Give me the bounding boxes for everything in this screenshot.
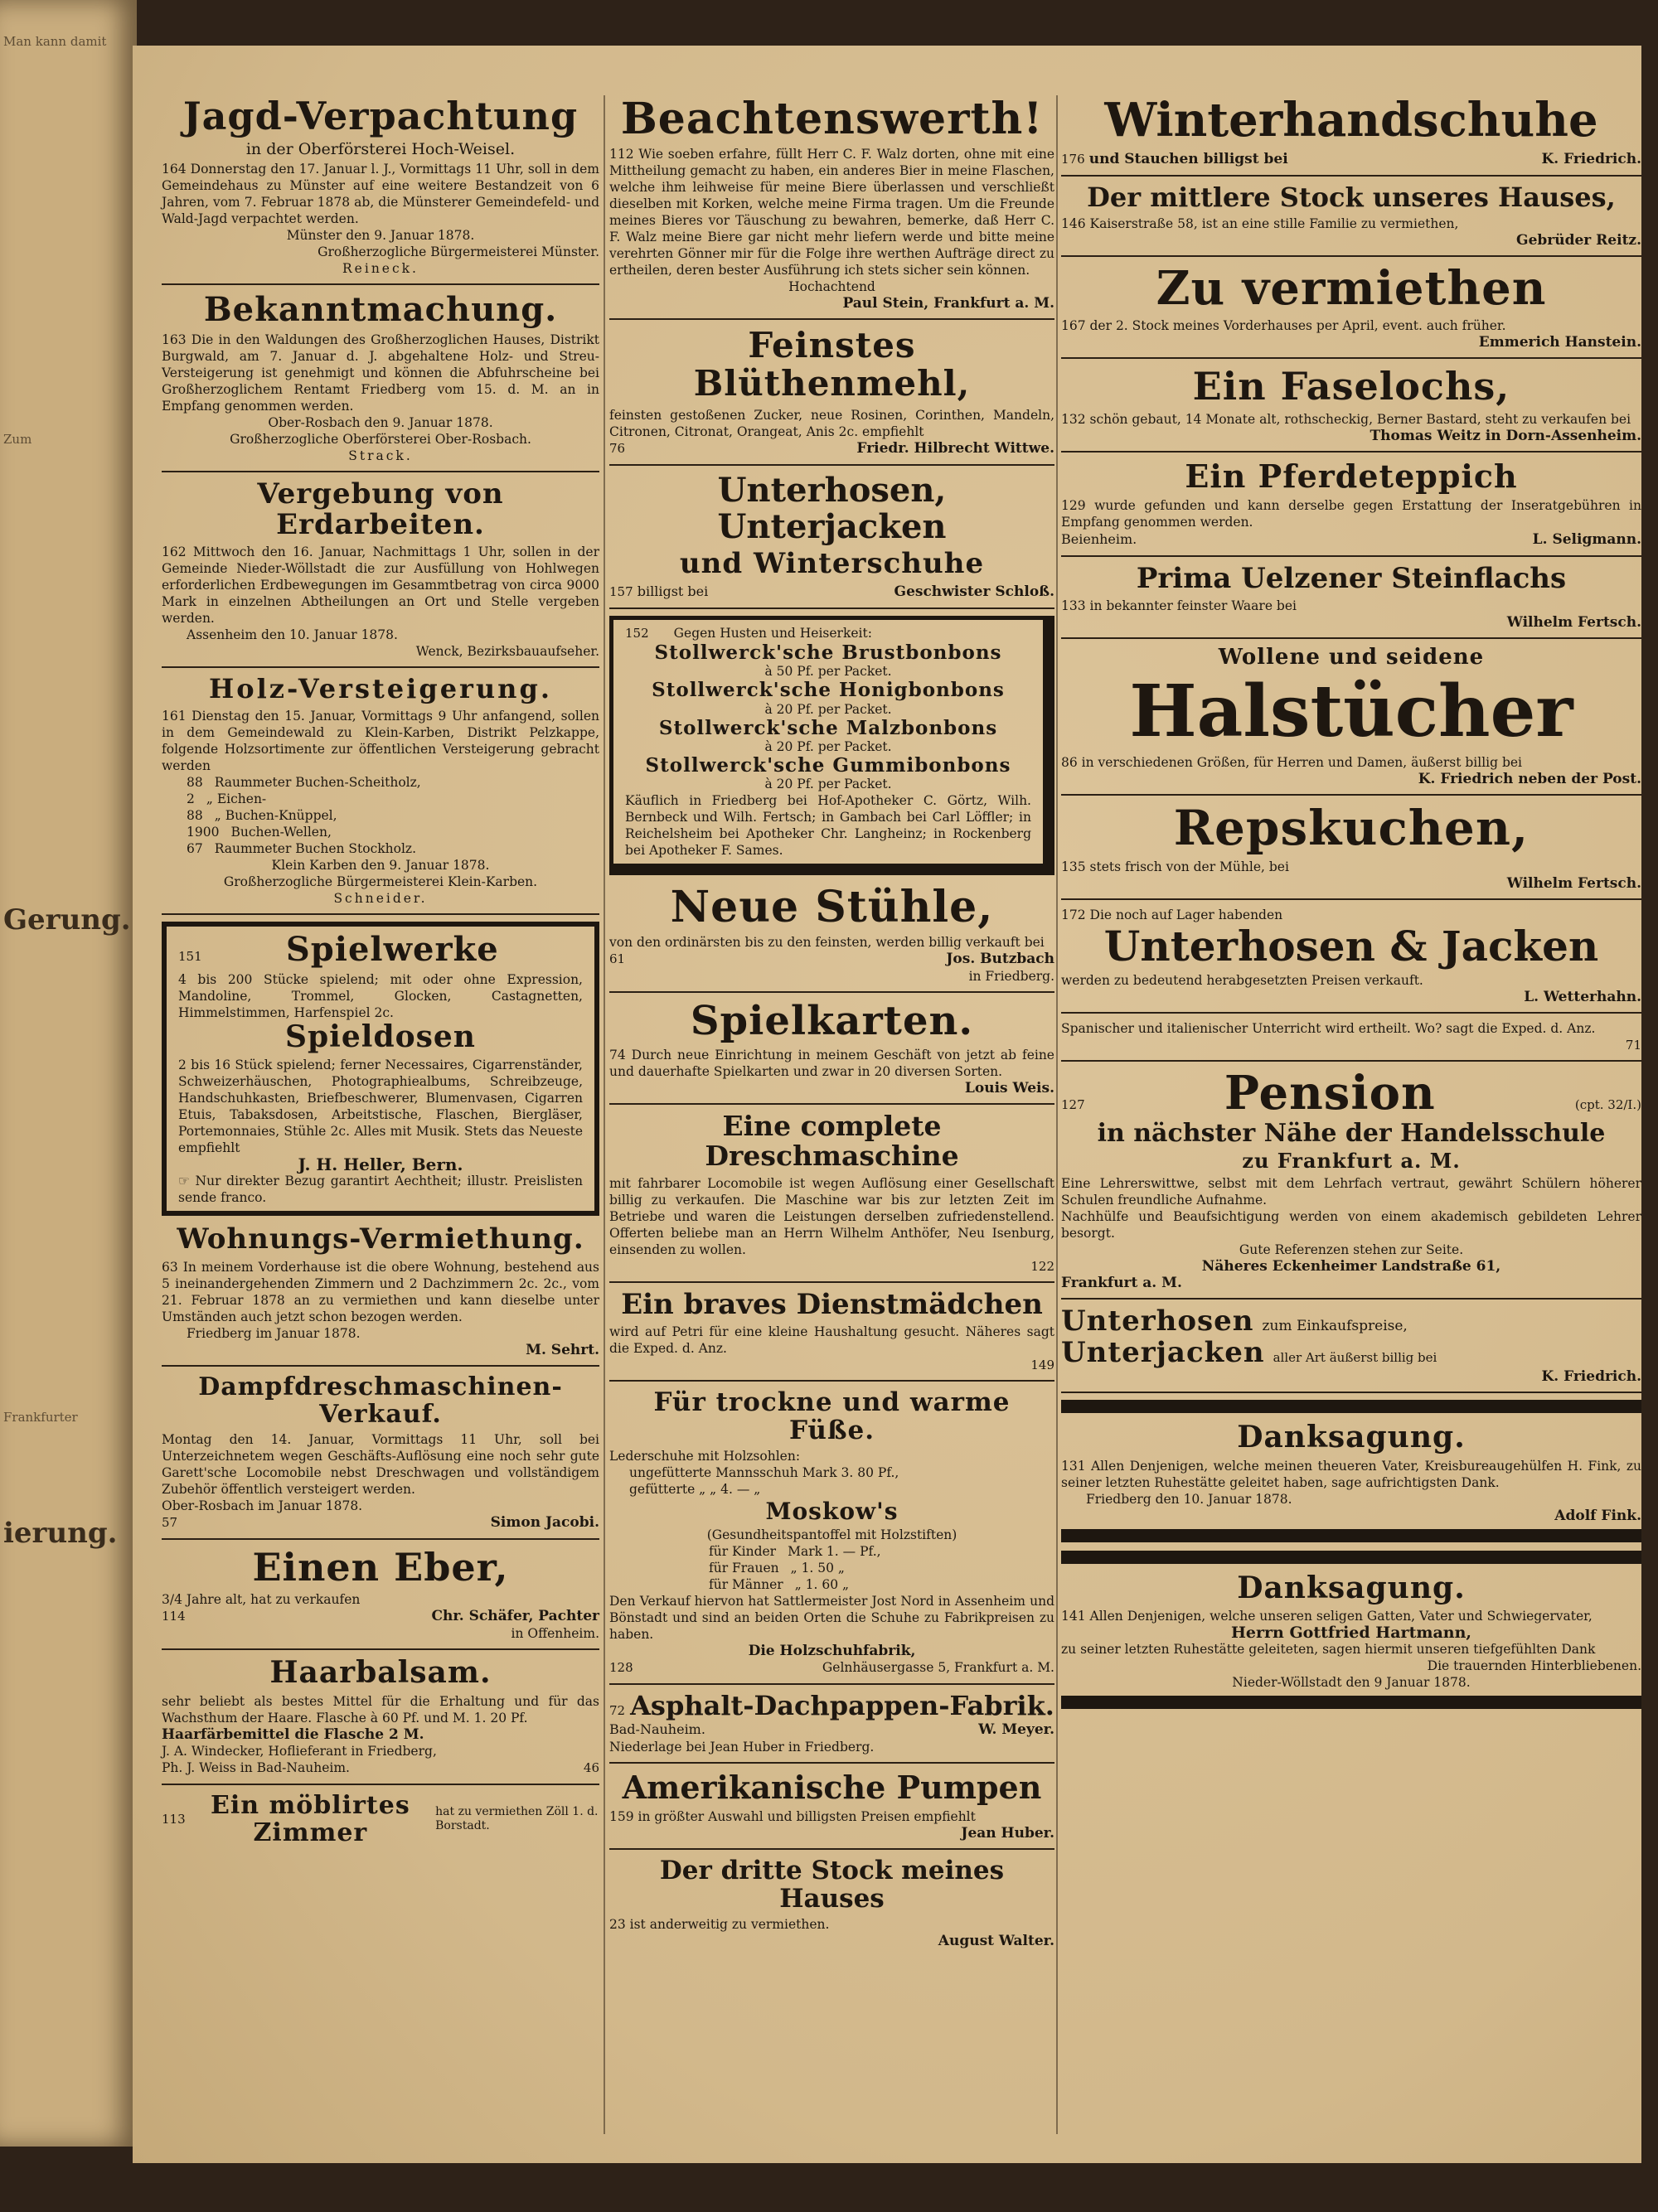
ad-title: Pension [1224, 1066, 1436, 1121]
ad-number: 57 [162, 1514, 178, 1530]
ad-text: feinsten gestoßenen Zucker, neue Rosinen, Corinthen, Mandeln, Citronen, Citronat, Orangeat, Anis 2c. empfiehlt [609, 407, 1054, 439]
ad-title: Für trockne und warme Füße. [653, 1387, 1011, 1446]
ad-wohnung [162, 1224, 599, 1366]
ad-text: Spanischer und italienischer Unterricht wird ertheilt. Wo? sagt die Exped. d. Anz. [1061, 1021, 1596, 1037]
ad-greeting: Hochachtend [788, 279, 875, 295]
ad-title: Danksagung. [1237, 1419, 1466, 1454]
ad-text: 133 in bekannter feinster Waare bei [1061, 598, 1297, 614]
price-row [609, 1560, 1054, 1576]
product-name: Stollwerck'sche Malzbonbons [658, 716, 998, 739]
ad-subtitle-2: zu Frankfurt a. M. [1242, 1148, 1461, 1173]
price-row [609, 1543, 1054, 1560]
ad-title: Der dritte Stock meines Hauses [659, 1856, 1005, 1914]
ad-line: gefütterte „ „ 4. — „ [629, 1482, 761, 1498]
ad-title: Neue Stühle, [670, 882, 994, 933]
prev-page-fragment: ierung. [3, 1517, 118, 1550]
ad-signature: Louis Weis. [964, 1080, 1054, 1097]
ad-zimmer [162, 1792, 599, 1853]
prev-page-fragment: Frankfurter [3, 1410, 78, 1425]
ad-bluethenmehl [609, 327, 1054, 465]
ad-number: 157 [609, 583, 633, 599]
ad-asphalt [609, 1692, 1054, 1764]
price-row [609, 1576, 1054, 1593]
ad-stollwerck [609, 616, 1054, 875]
ad-dienstmaedchen [609, 1287, 1054, 1382]
ad-text: 129 wurde gefunden und kann derselbe gegen Erstattung der Inseratgebühren in Empfang genommen werden. [1061, 497, 1641, 530]
ad-footer [609, 583, 1054, 601]
ad-footer [162, 1759, 599, 1777]
ad-title: Prima Uelzener Steinflachs [1136, 561, 1567, 595]
ad-text: 161 Dienstag den 15. Januar, Vormittags 9 Uhr anfangend, sollen in dem Gemeindewald zu Klein-Karben, Distrikt Pelzkappe, folgende Holzsortimente zur öffentlichen Versteigerung gebracht werden [162, 708, 599, 773]
ad-repskuchen [1061, 802, 1641, 900]
ad-office: Großherzogliche Bürgermeisterei Klein-Karben. [223, 874, 538, 889]
ad-row [1061, 1335, 1641, 1369]
ad-address: Frankfurt a. M. [1061, 1275, 1182, 1292]
ad-danksagung-fink [1061, 1421, 1641, 1524]
ad-title: Ein braves Dienstmädchen [621, 1287, 1043, 1321]
product-price: à 20 Pf. per Packet. [764, 701, 892, 717]
ad-title: Spielwerke [285, 929, 499, 969]
ad-date: Klein Karben den 9. Januar 1878. [271, 857, 490, 873]
column-rule [1056, 95, 1058, 2134]
newspaper-page [133, 46, 1641, 2163]
ad-signature: Emmerich Hanstein. [1478, 334, 1641, 351]
ad-einkaufspreise [1061, 1306, 1641, 1393]
ad-number: 122 [1030, 1258, 1054, 1274]
ad-text: aller Art äußerst billig bei [1273, 1349, 1437, 1365]
ad-halstuecher [1061, 646, 1641, 796]
item-desc: „ Eichen- [206, 791, 267, 806]
ad-line: (Gesundheitspantoffel mit Holzstiften) [706, 1527, 957, 1543]
ad-footer [1061, 150, 1641, 168]
list-item [162, 840, 599, 857]
ad-text: Nachhülfe und Beaufsichtigung werden von einem akademisch gebildeten Lehrer besorgt. [1061, 1209, 1641, 1242]
ad-title: Dampfdreschmaschinen-Verkauf. [198, 1372, 563, 1429]
ad-dreschmaschine [609, 1111, 1054, 1283]
ad-title-2: Unterjacken [1061, 1335, 1265, 1369]
ad-dritter-stock [609, 1856, 1054, 1956]
ad-text: Niederlage bei Jean Huber in Friedberg. [609, 1740, 875, 1755]
ad-text: hat zu vermiethen Zöll 1. d. Borstadt. [435, 1804, 599, 1832]
ad-title: Winterhandschuhe [1104, 93, 1598, 148]
ad-text: 86 in verschiedenen Größen, für Herren und Damen, äußerst billig bei [1061, 755, 1523, 771]
ad-text: 74 Durch neue Einrichtung in meinem Geschäft von jetzt ab feine und dauerhafte Spielkarten und zwar in 20 diversen Sorten. [609, 1048, 1054, 1080]
ad-title: Unterhosen, Unterjacken [717, 470, 947, 546]
item-qty: 67 [187, 840, 203, 856]
item-desc: Buchen-Wellen, [230, 824, 332, 840]
ad-unterhosen-jacken [1061, 907, 1641, 1014]
ad-number: 72 [609, 1703, 626, 1719]
ad-pretitle: Wollene und seidene [1218, 645, 1485, 670]
ad-footer [1061, 530, 1641, 549]
ad-row [1061, 1306, 1641, 1337]
ad-pension [1061, 1068, 1641, 1300]
ad-number: 71 [1625, 1038, 1641, 1053]
mourning-bar [1061, 1696, 1641, 1709]
ad-signature: Chr. Schäfer, Pachter [431, 1608, 599, 1625]
ad-title: Beachtenswerth! [620, 94, 1044, 144]
ad-title: Unterhosen [1061, 1304, 1254, 1338]
ad-intro: Gegen Husten und Heiserkeit: [673, 625, 872, 641]
ad-stuehle [609, 883, 1054, 993]
ad-bekanntmachung [162, 289, 599, 472]
ad-number: 76 [609, 440, 626, 456]
ad-unterricht [1061, 1020, 1641, 1062]
ad-place: in Friedberg. [968, 969, 1054, 985]
ad-date: Nieder-Wöllstadt den 9 Januar 1878. [1232, 1675, 1471, 1691]
ad-title: Haarbalsam. [269, 1655, 492, 1691]
ad-title: Zu vermiethen [1156, 260, 1547, 316]
ad-place: Bad-Nauheim. [609, 1721, 705, 1738]
ad-text: Käuflich in Friedberg bei Hof-Apotheker C. Görtz, Wilh. Bernbeck und Wilh. Fertsch; in Gambach bei Carl Löffler; in Reichelsheim bei Apotheker Chr. Langheinz; in Rockenberg bei Apotheker F. Sames. [625, 793, 1031, 859]
ad-title: Unterhosen & Jacken [1103, 922, 1599, 971]
ad-footer [162, 1514, 599, 1532]
ad-text: 132 schön gebaut, 14 Monate alt, rothscheckig, Berner Bastard, steht zu verkaufen bei [1061, 411, 1631, 427]
ad-code: (cpt. 32/I.) [1574, 1097, 1641, 1113]
ad-signature: Wilhelm Fertsch. [1506, 875, 1641, 893]
ad-text: 23 ist anderweitig zu vermiethen. [609, 1917, 830, 1933]
ad-pretitle: 172 Die noch auf Lager habenden [1061, 908, 1283, 923]
ad-haarbalsam [162, 1657, 599, 1785]
item-desc: Raummeter Buchen Stockholz. [214, 840, 417, 856]
ad-text: wird auf Petri für eine kleine Haushaltung gesucht. Näheres sagt die Exped. d. Anz. [609, 1324, 1054, 1357]
ad-danksagung-hartmann [1061, 1572, 1641, 1692]
mourning-bar [1061, 1551, 1641, 1564]
brand-name: Moskow's [765, 1498, 899, 1526]
ad-header [609, 1692, 1054, 1721]
ad-steinflachs [1061, 561, 1641, 639]
ad-signature: W. Meyer. [978, 1721, 1054, 1739]
ad-text: billigst bei [637, 583, 709, 599]
ad-text: Eine Lehrerswittwe, selbst mit dem Lehrfach vertraut, gewährt Schülern höherer Schulen freundliche Aufnahme. [1061, 1176, 1641, 1208]
product-name: Stollwerck'sche Gummibonbons [645, 753, 1011, 777]
ad-footer [609, 951, 1054, 968]
ad-note: ☞ Nur direkter Bezug garantirt Aechtheit; illustr. Preislisten sende franco. [178, 1174, 583, 1206]
ad-title: Eine complete Dreschmaschine [705, 1110, 959, 1173]
ad-title: Vergebung von Erdarbeiten. [257, 477, 504, 541]
ad-signature: Paul Stein, Frankfurt a. M. [842, 295, 1054, 312]
ad-title: Halstücher [1129, 669, 1573, 753]
price-who: für Kinder [709, 1544, 777, 1560]
ad-text: 63 In meinem Vorderhause ist die obere Wohnung, bestehend aus 5 ineinandergehenden Zimmern und 2 Dachzimmern 2c. 2c., vom 21. Februar 1878 an zu vermiethen und kann dieselbe unter Umständen auch jetzt schon bezogen werden. [162, 1259, 599, 1324]
ad-date: Münster den 9. Januar 1878. [286, 227, 475, 243]
ad-number: 149 [1030, 1358, 1054, 1373]
ad-place: Beienheim. [1061, 530, 1137, 547]
mourning-bar [1061, 1529, 1641, 1542]
ad-title: Asphalt-Dachpappen-Fabrik. [630, 1690, 1054, 1722]
ad-mittlere-stock [1061, 183, 1641, 257]
ad-text: 112 Wie soeben erfahre, füllt Herr C. F. Walz dorten, ohne mit eine Mittheilung gemacht zu haben, ein anderes Bier in meine Flaschen, welche ihm leihweise für meine Biere überlassen und verschließt dieselben mit Korken, welche meine Firma tragen. Um die Freunde meines Bieres vor Täuschung zu bewahren, bemerke, daß Herr C. F. Walz meine Biere gar nicht mehr liefern werde und bitte meine verehrten Gönner mir für die Folge ihre werthen Aufträge direct zu ertheilen, deren bester Ausführung ich stets sicher sein können. [609, 147, 1054, 278]
ad-pumpen [609, 1770, 1054, 1850]
ad-footer [609, 1659, 1054, 1677]
ad-signature: K. Friedrich. [1541, 150, 1641, 167]
ad-pferdeteppich [1061, 459, 1641, 557]
list-item [162, 791, 599, 807]
ad-text: sehr beliebt als bestes Mittel für die Erhaltung und für das Wachsthum der Haare. Flasche à 60 Pf. und M. 1. 20 Pf. [162, 1693, 599, 1726]
ad-signature: Schneider. [333, 890, 428, 906]
ad-faselochs [1061, 365, 1641, 453]
ad-person: Herrn Gottfried Hartmann, [1230, 1624, 1472, 1643]
ad-subtitle: in der Oberförsterei Hoch-Weisel. [245, 139, 516, 158]
ad-number: 151 [178, 948, 202, 964]
ad-address: Gelnhäusergasse 5, Frankfurt a. M. [822, 1660, 1054, 1676]
ad-unterhosen-schloss [609, 472, 1054, 609]
prev-page-fragment: Zum [3, 432, 32, 447]
ad-signature: Jos. Butzbach [946, 951, 1054, 968]
item-desc: Raummeter Buchen-Scheitholz, [214, 774, 421, 790]
ad-signature: Adolf Fink. [1554, 1507, 1641, 1524]
ad-title: Danksagung. [1237, 1570, 1466, 1605]
ad-signature: J. H. Heller, Bern. [298, 1154, 463, 1175]
item-qty: 88 [187, 774, 203, 790]
ad-text: 167 der 2. Stock meines Vorderhauses per April, event. auch früher. [1061, 318, 1506, 334]
ad-title: Bekanntmachung. [203, 289, 558, 329]
ad-text: und Stauchen billigst bei [1088, 150, 1288, 167]
ad-signature: Jean Huber. [961, 1825, 1054, 1842]
ad-number: 113 [162, 1811, 186, 1827]
ad-office: Großherzogliche Oberförsterei Ober-Rosbach. [230, 431, 531, 447]
ad-text: Gute Referenzen stehen zur Seite. [1239, 1242, 1464, 1258]
ad-spielkarten [609, 1000, 1054, 1105]
ad-text: zu seiner letzten Ruhestätte geleiteten, sagen hiermit unseren tiefgefühlten Dank [1061, 1642, 1596, 1658]
list-item [162, 824, 599, 840]
price-value: „ 1. 50 „ [790, 1561, 845, 1576]
ad-title-2: Spieldosen [285, 1019, 476, 1054]
ad-text: 163 Die in den Waldungen des Großherzoglichen Hauses, Distrikt Burgwald, am 7. Januar d. J. abgehaltene Holz- und Streu-Versteigerung ist genehmigt und können die Abfuhrscheine bei Großherzoglichem Rentamt Friedberg vom 15. d. M. an in Empfang genommen werden. [162, 332, 599, 414]
price-value: Mark 1. — Pf., [788, 1544, 881, 1560]
ad-text: 164 Donnerstag den 17. Januar l. J., Vormittags 11 Uhr, soll in dem Gemeindehaus zu Münster auf eine weitere Bestandzeit von 6 Jahren, vom 7. Februar 1878 ab, die Münsterer Gemeindefeld- und Wald-Jagd verpachtet werden. [162, 161, 599, 226]
ad-row [162, 1792, 599, 1847]
mourning-bar [1061, 1400, 1641, 1413]
column-3 [1061, 95, 1641, 1717]
ad-title: Jagd-Verpachtung [182, 94, 579, 138]
ad-footer [162, 1608, 599, 1625]
ad-zu-vermiethen [1061, 260, 1641, 360]
ad-title: Einen Eber, [252, 1544, 509, 1590]
ad-signature: Simon Jacobi. [490, 1513, 599, 1531]
ad-text: 141 Allen Denjenigen, welche unseren seligen Gatten, Vater und Schwiegervater, [1061, 1609, 1593, 1624]
ad-title: Ein Pferdeteppich [1185, 457, 1518, 495]
ad-title-2: und Winterschuhe [679, 546, 985, 580]
ad-title: Holz-Versteigerung. [209, 673, 552, 705]
price-who: für Männer [709, 1577, 783, 1593]
product-name: Stollwerck'sche Honigbonbons [652, 679, 1005, 702]
ad-signature: Wenck, Bezirksbauaufseher. [415, 644, 599, 660]
ad-signature: Strack. [348, 448, 413, 463]
ad-text: werden zu bedeutend herabgesetzten Preisen verkauft. [1061, 973, 1423, 989]
ad-spielwerke [162, 922, 599, 1217]
ad-title: Repskuchen, [1173, 800, 1530, 857]
ad-text: mit fahrbarer Locomobile ist wegen Auflösung einer Gesellschaft billig zu verkaufen. Die Maschine war bis zur letzten Zeit im Betriebe und waren die Leistungen derselben zufriedenstellend. Offerten beliebe man an Herrn Wilhelm Anthöfer, Neu Isenburg, einsenden zu wollen. [609, 1175, 1054, 1257]
column-1 [162, 95, 599, 1860]
ad-title: Wohnungs-Vermiethung. [177, 1222, 584, 1256]
prev-page-fragment: Gerung. [3, 903, 131, 937]
ad-text: Montag den 14. Januar, Vormittags 11 Uhr, soll bei Unterzeichnetem wegen Geschäfts-Auflösung eine noch sehr gute Garett'sche Locomobile nebst Dreschwagen und vollständigem Zubehör öffentlich versteigert werden. [162, 1431, 599, 1497]
ad-signature: Die trauernden Hinterbliebenen. [1427, 1658, 1641, 1674]
ad-title: Amerikanische Pumpen [622, 1769, 1042, 1807]
product-price: à 20 Pf. per Packet. [764, 738, 892, 754]
ad-place: in Offenheim. [511, 1626, 599, 1642]
ad-line: ungefütterte Mannsschuh Mark 3. 80 Pf., [629, 1465, 899, 1481]
ad-date: Assenheim den 10. Januar 1878. [187, 627, 398, 643]
previous-page-edge [0, 0, 137, 2147]
ad-fuesse [609, 1388, 1054, 1685]
ad-header [625, 625, 1031, 642]
ad-jagd [162, 95, 599, 285]
ad-date: Ober-Rosbach den 9. Januar 1878. [268, 414, 493, 430]
ad-date: Ober-Rosbach im Januar 1878. [162, 1498, 363, 1513]
ad-number: 176 [1061, 151, 1085, 167]
ad-signature: L. Seligmann. [1532, 530, 1641, 548]
ad-firm: Die Holzschuhfabrik, [748, 1643, 916, 1660]
ad-footer [609, 440, 1054, 457]
ad-signature: Gebrüder Reitz. [1516, 231, 1641, 249]
ad-signature: Wilhelm Fertsch. [1506, 614, 1641, 632]
ad-beachtenswerth [609, 95, 1054, 320]
product-name: Stollwerck'sche Brustbonbons [654, 641, 1002, 664]
ad-winterhandschuhe [1061, 95, 1641, 177]
ad-text: 2 bis 16 Stück spielend; ferner Necessaires, Cigarrenständer, Schweizerhäuschen, Photographiealbums, Schreibzeuge, Handschuhkasten, Briefbeschwerer, Blumenvasen, Cigarren Etuis, Tabaksdosen, Arbeitstische, Flaschen, Biergläser, Portemonnaies, Stühle 2c. Alles mit Musik. Stets das Neueste empfiehlt [178, 1058, 583, 1156]
ad-signature: Thomas Weitz in Dorn-Assenheim. [1370, 427, 1641, 444]
ad-line: Ph. J. Weiss in Bad-Nauheim. [162, 1759, 350, 1775]
ad-date: Friedberg im Januar 1878. [187, 1325, 361, 1341]
ad-title: Ein möblirtes Zimmer [211, 1790, 410, 1847]
ad-line: J. A. Windecker, Hoflieferant in Friedberg, [162, 1743, 437, 1759]
ad-title: Feinstes Blüthenmehl, [693, 325, 971, 404]
ad-eber [162, 1546, 599, 1651]
ad-number: 61 [609, 951, 626, 967]
ad-dampfdresch [162, 1373, 599, 1540]
ad-text: zum Einkaufspreise, [1262, 1318, 1408, 1335]
ad-number: 128 [609, 1660, 633, 1676]
ad-text: von den ordinärsten bis zu den feinsten, werden billig verkauft bei [609, 935, 1045, 951]
item-qty: 88 [187, 807, 203, 823]
ad-footer [609, 1721, 1054, 1739]
ad-number: 114 [162, 1609, 186, 1624]
ad-title: Spielkarten. [690, 998, 974, 1045]
ad-text: 162 Mittwoch den 16. Januar, Nachmittags 1 Uhr, sollen in der Gemeinde Nieder-Wöllstadt die zur Ausfüllung von Hohlwegen erforderlichen Erdbewegungen im Gesammtbetrag von circa 9000 Mark in einzelnen Abtheilungen an Ort und Stelle vergeben werden. [162, 545, 599, 627]
ad-holz [162, 675, 599, 914]
column-2 [609, 95, 1054, 1963]
ad-signature: M. Sehrt. [526, 1341, 599, 1358]
ad-number: 46 [583, 1759, 599, 1775]
ad-title: Der mittlere Stock unseres Hauses, [1087, 181, 1616, 213]
ad-signature: August Walter. [938, 1933, 1054, 1950]
ad-text: 131 Allen Denjenigen, welche meinen theueren Vater, Kreisbureaugehülfen H. Fink, zu seiner letzten Ruhestätte geleitet haben, sage aufrichtigsten Dank. [1061, 1458, 1641, 1490]
list-item [162, 774, 599, 791]
ad-line: Haarfärbemittel die Flasche 2 M. [162, 1726, 424, 1743]
ad-text: 135 stets frisch von der Mühle, bei [1061, 859, 1289, 875]
ad-text: 159 in größter Auswahl und billigsten Preisen empfiehlt [609, 1809, 976, 1825]
ad-date: Friedberg den 10. Januar 1878. [1086, 1491, 1292, 1507]
ad-number: 127 [1061, 1097, 1085, 1113]
ad-text: Den Verkauf hiervon hat Sattlermeister Jost Nord in Assenheim und Bönstadt und sind an beiden Orten die Schuhe zu Fabrikpreisen zu haben. [609, 1594, 1054, 1643]
ad-title: Ein Faselochs, [1192, 364, 1510, 409]
ad-text: 4 bis 200 Stücke spielend; mit oder ohne Expression, Mandoline, Trommel, Glocken, Castagnetten, Himmelstimmen, Harfenspiel 2c. [178, 971, 583, 1020]
ad-signature: Geschwister Schloß. [894, 583, 1054, 600]
ad-signature: Friedr. Hilbrecht Wittwe. [856, 439, 1054, 457]
item-desc: „ Buchen-Knüppel, [214, 807, 337, 823]
ad-office: Großherzogliche Bürgermeisterei Münster. [318, 244, 599, 259]
product-price: à 50 Pf. per Packet. [764, 664, 892, 680]
ad-address: Näheres Eckenheimer Landstraße 61, [1201, 1258, 1501, 1275]
list-item [162, 807, 599, 824]
item-qty: 2 [187, 791, 195, 806]
ad-signature: K. Friedrich neben der Post. [1418, 771, 1641, 788]
ad-header [178, 929, 583, 971]
ad-subtitle: in nächster Nähe der Handelsschule [1097, 1118, 1606, 1148]
ad-signature: L. Wetterhahn. [1524, 989, 1641, 1006]
ad-signature: K. Friedrich. [1541, 1367, 1641, 1385]
price-value: „ 1. 60 „ [794, 1577, 850, 1593]
column-rule [604, 95, 605, 2134]
ad-signature: Reineck. [342, 260, 419, 276]
ad-number: 152 [625, 625, 649, 641]
prev-page-fragment: Man kann damit [3, 34, 107, 49]
price-who: für Frauen [709, 1561, 779, 1576]
product-price: à 20 Pf. per Packet. [764, 777, 892, 792]
ad-text: 146 Kaiserstraße 58, ist an eine stille Familie zu vermiethen, [1061, 215, 1459, 231]
item-qty: 1900 [187, 824, 220, 840]
ad-header [1061, 1068, 1641, 1120]
ad-line: Lederschuhe mit Holzsohlen: [609, 1449, 801, 1464]
ad-text: 3/4 Jahre alt, hat zu verkaufen [162, 1592, 361, 1608]
ad-erdarbeiten [162, 479, 599, 669]
